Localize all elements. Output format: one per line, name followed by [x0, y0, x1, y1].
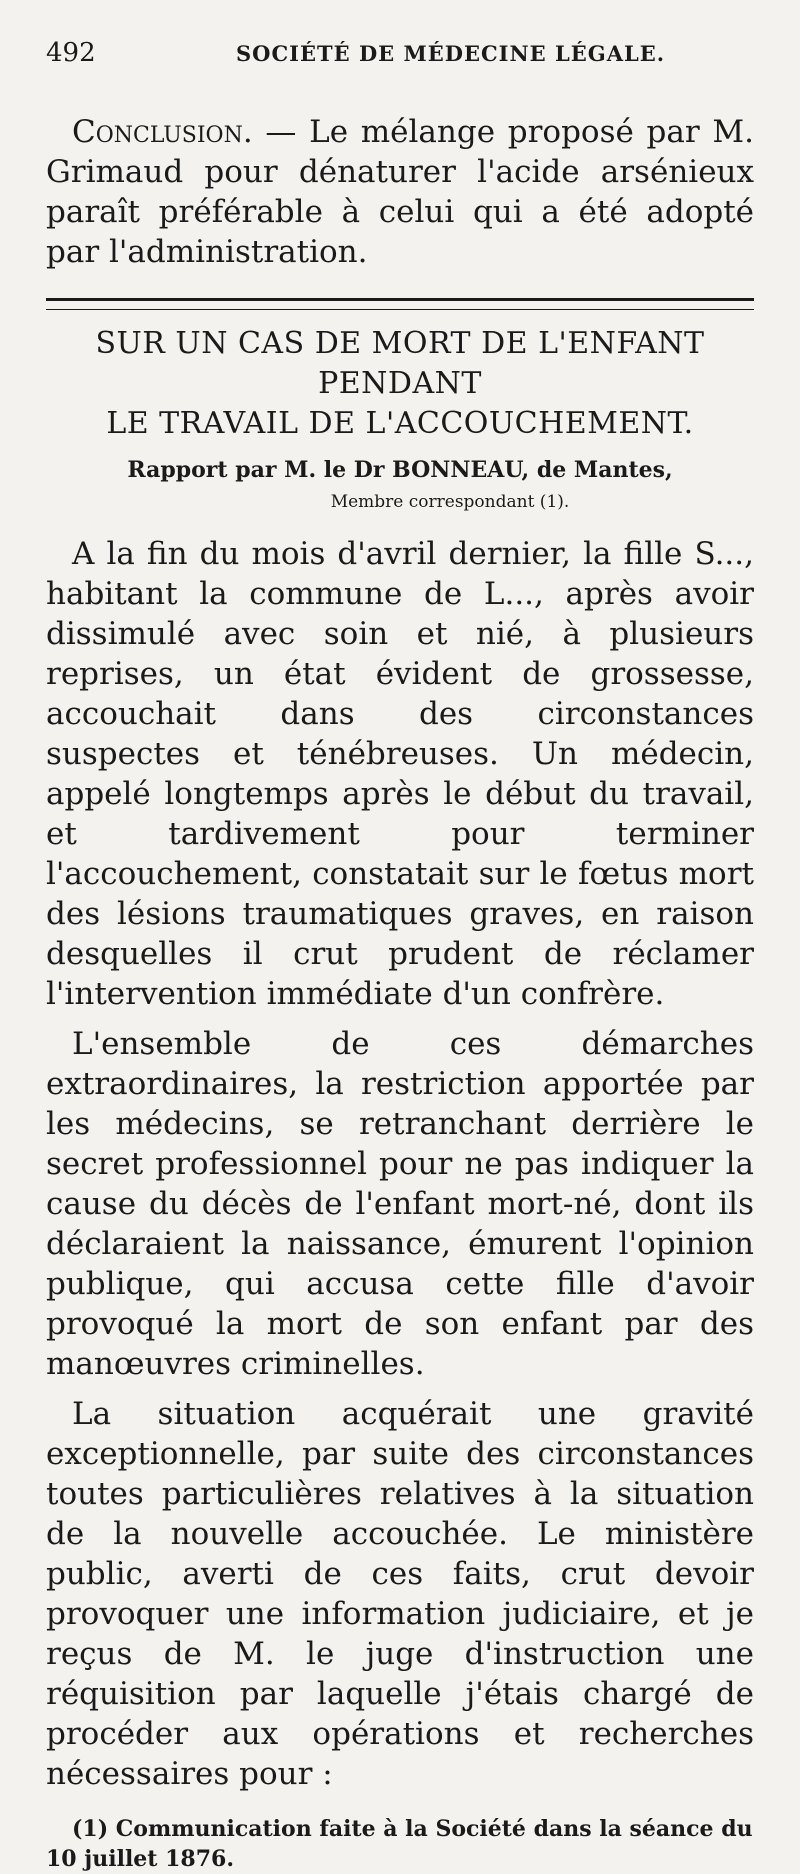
article-title-line-2: LE TRAVAIL DE L'ACCOUCHEMENT. — [106, 406, 694, 441]
article-byline: Rapport par M. le Dr BONNEAU, de Mantes, — [127, 457, 673, 483]
footnote: (1) Communication faite à la Société dans la séance du 10 juillet 1876. — [46, 1816, 753, 1872]
page-number: 492 — [46, 38, 96, 68]
journal-title: SOCIÉTÉ DE MÉDECINE LÉGALE. — [236, 41, 666, 66]
body-paragraph-2: L'ensemble de ces démarches extraordinaires, la restriction apportée par les médecins, se retranchant derrière le secret professionnel pour ne pas indiquer la cause du décès de l'enfant mort-né, dont ils déclaraient la naissance, émurent l'opinion publique, qui accusa cette fille d'avoir provoqué la mort de son enfant par des manœuvres criminelles. — [46, 1026, 754, 1382]
conclusion-label: Conclusion. — [72, 114, 253, 150]
body-paragraph-3: La situation acquérait une gravité exceptionnelle, par suite des circonstances toutes particulières relatives à la situation de la nouvelle accouchée. Le ministère public, averti de ces faits, crut devoir provoquer une information judiciaire, et je reçus de M. le juge d'instruction une réquisition par laquelle j'étais chargé de procéder aux opérations et recherches nécessaires pour : — [46, 1396, 754, 1792]
article-title-line-1: SUR UN CAS DE MORT DE L'ENFANT PENDANT — [95, 326, 705, 401]
conclusion-paragraph — [46, 112, 754, 272]
author-membership: Membre correspondant (1). — [330, 492, 570, 512]
section-divider — [46, 298, 754, 310]
article-body — [46, 534, 754, 1794]
conclusion-text: — Le mélange proposé par M. Grimaud pour dénaturer l'acide arsénieux paraît préférable à celui qui a été adopté par l'administration. — [46, 114, 754, 270]
running-head — [46, 38, 754, 72]
article-title — [46, 324, 754, 444]
body-paragraph-1: A la fin du mois d'avril dernier, la fille S..., habitant la commune de L..., après avoir dissimulé avec soin et nié, à plusieurs reprises, un état évident de grossesse, accouchait dans des circonstances suspectes et ténébreuses. Un médecin, appelé longtemps après le début du travail, et tardivement pour terminer l'accouchement, constatait sur le fœtus mort des lésions traumatiques graves, en raison desquelles il crut prudent de réclamer l'intervention immédiate d'un confrère. — [46, 536, 754, 1012]
